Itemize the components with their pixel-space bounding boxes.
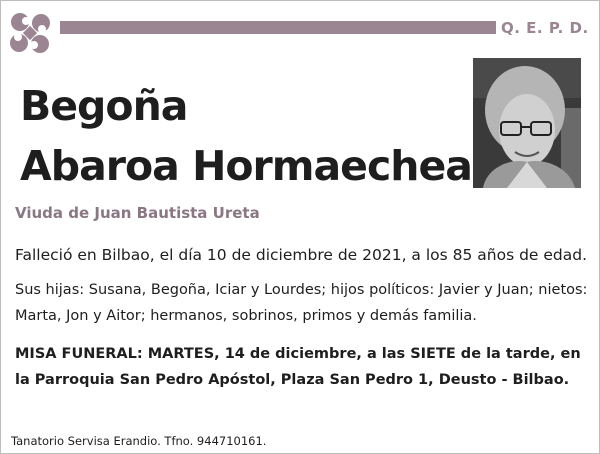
deceased-surnames: Abaroa Hormaechea (20, 142, 472, 190)
qepd-label: Q. E. P. D. (501, 19, 589, 37)
relation-line: Viuda de Juan Bautista Ureta (15, 204, 260, 222)
portrait-photo-icon (473, 58, 581, 188)
funeral-notice: MISA FUNERAL: MARTES, 14 de diciembre, a las SIETE de la tarde, en la Parroquia San Pedro Apóstol, Plaza San Pedro 1, Deusto - Bilbao. (15, 346, 581, 388)
family-list: Sus hijas: Susana, Begoña, Iciar y Lourdes; hijos políticos: Javier y Juan; nietos: Marta, Jon y Aitor; hermanos, sobrinos, primos y demás familia. (15, 282, 588, 324)
funeral-home-contact: Tanatorio Servisa Erandio. Tfno. 944710161. (11, 434, 267, 448)
lauburu-cross-icon (5, 8, 55, 58)
header-bar (60, 21, 496, 34)
deceased-first-name: Begoña (20, 82, 188, 130)
death-notice: Falleció en Bilbao, el día 10 de diciembre de 2021, a los 85 años de edad. (15, 246, 588, 264)
